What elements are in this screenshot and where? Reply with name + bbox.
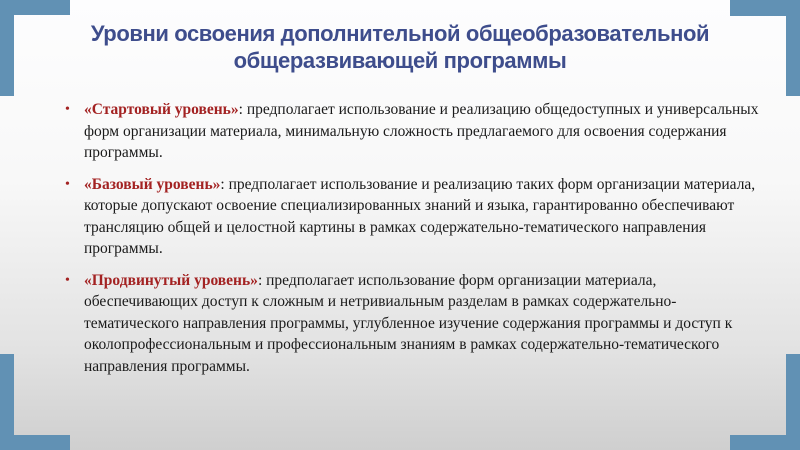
bullet-item-basic-level xyxy=(62,174,768,260)
slide-title-line2: общеразвивающей программы xyxy=(233,48,567,73)
bullet-icon: • xyxy=(65,272,70,288)
corner-accent-bottom-left-icon xyxy=(0,354,70,450)
bullet-lead: «Базовый уровень» xyxy=(84,175,221,193)
bullet-icon: • xyxy=(65,102,70,117)
bullet-item-advanced-level xyxy=(62,270,768,378)
bullet-lead: «Стартовый уровень» xyxy=(84,101,239,118)
bullet-icon: • xyxy=(65,176,70,192)
bullet-separator: : xyxy=(220,175,229,193)
slide-title xyxy=(40,20,760,74)
bullet-separator: : xyxy=(257,271,267,289)
bullet-item-starting-level xyxy=(62,99,768,164)
bullet-lead: «Продвинутый уровень» xyxy=(84,271,258,289)
bullet-text: предполагает использование форм организации материала, обеспечивающих доступ к сложным и нетривиальным разделам в рамках содержательно-тематического направления программы, углубленное изучение содержания программы и доступ к околопрофессиональным и профессиональным знаниям в рамках содержательно-тематического направления программы. xyxy=(84,271,733,375)
bullet-text: предполагает использование и реализацию таких форм организации материала, которые допускают освоение специализированных знаний и языка, гарантированно обеспечивают трансляцию общей и целостной картины в рамках содержательно-тематического направления программы. xyxy=(84,175,756,257)
bullet-text: предполагает использование и реализацию общедоступных и универсальных форм организации материала, минимальную сложность предлагаемого для освоения содержания программы. xyxy=(84,101,759,161)
slide-title-line1: Уровни освоения дополнительной общеобразовательной xyxy=(90,21,710,46)
bullet-separator: : xyxy=(238,101,247,118)
bullet-list xyxy=(62,99,768,387)
